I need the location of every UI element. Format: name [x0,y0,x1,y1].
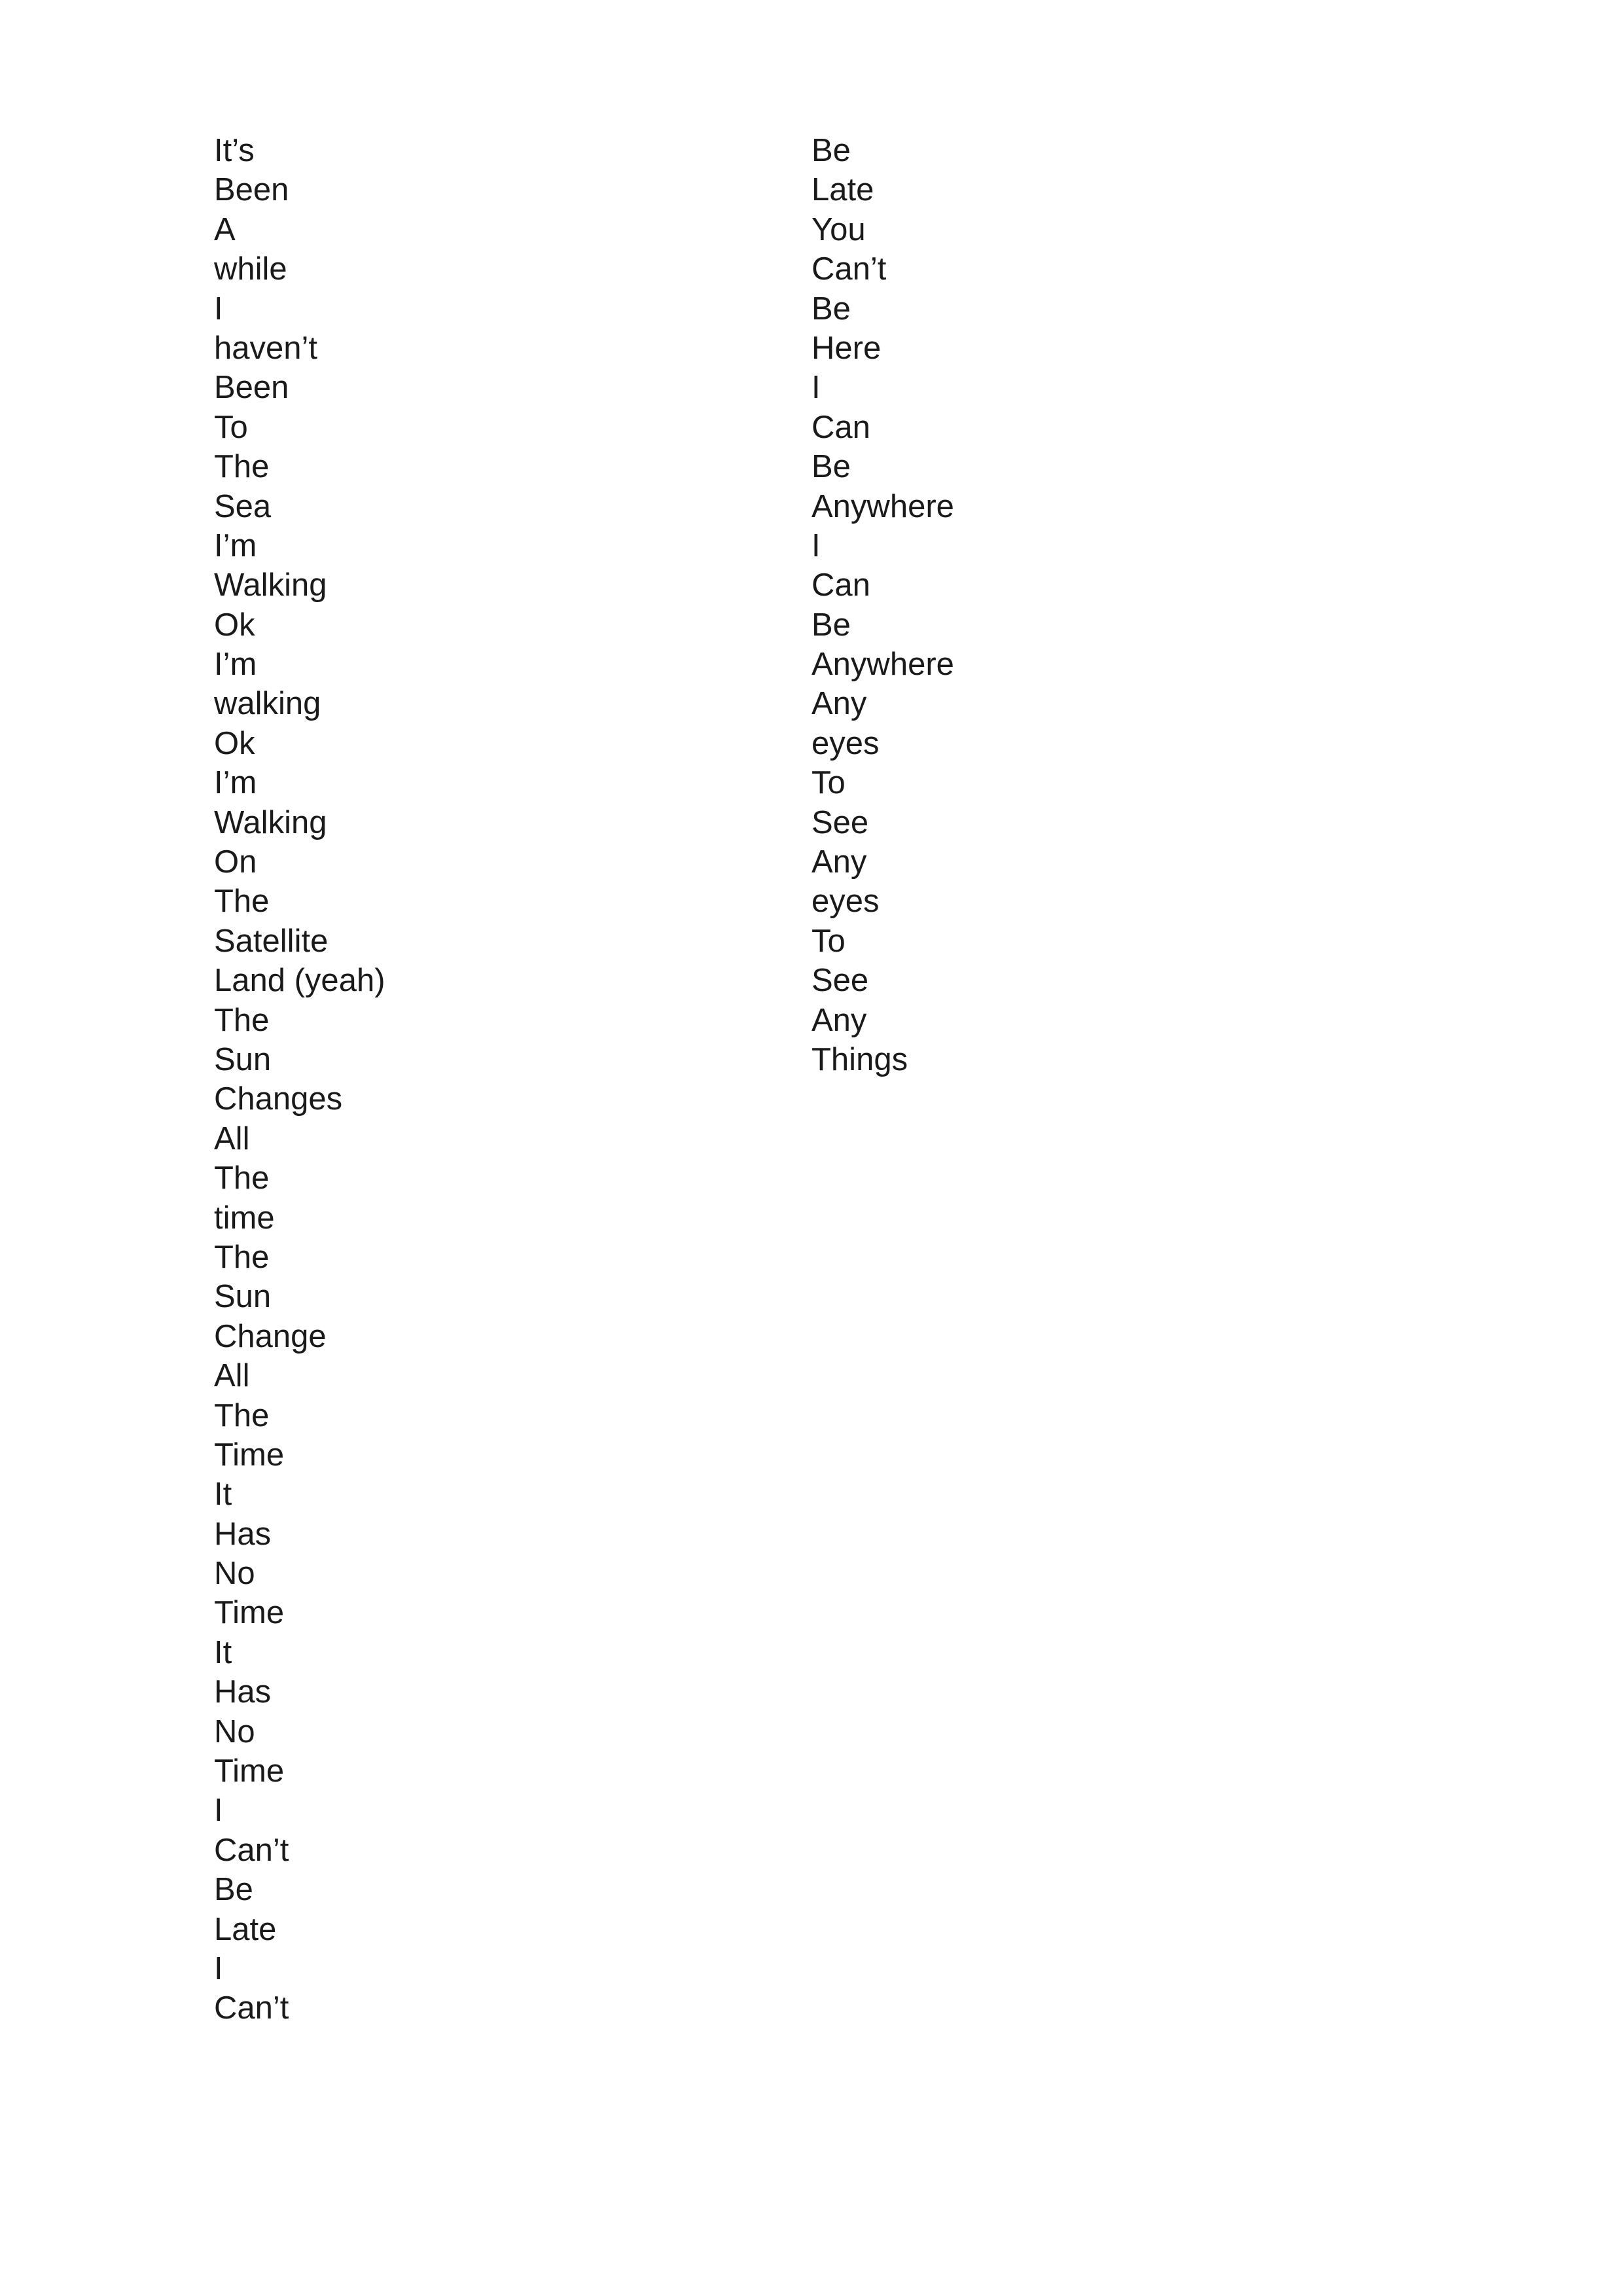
lyric-line: Late [812,172,874,208]
lyric-line: Sun [214,1041,272,1077]
lyric-line: Be [214,1872,253,1908]
lyric-line: All [214,1358,250,1394]
lyric-line: time [214,1200,275,1236]
lyric-line: Be [812,607,851,643]
lyric-line: The [214,1160,270,1196]
lyric-line: Anywhere [812,488,954,524]
lyric-line: Here [812,330,882,366]
lyric-line: I [214,291,223,327]
lyric-line: The [214,449,270,485]
lyric-line: Ok [214,725,255,761]
lyric-line: Any [812,686,867,722]
lyric-line: while [214,251,287,287]
lyric-line: It’s [214,133,255,168]
lyric-line: To [214,409,248,445]
lyric-line: Has [214,1516,272,1552]
lyric-line: Has [214,1674,272,1710]
lyric-line: Be [812,449,851,485]
lyric-line: It [214,1634,232,1670]
lyric-line: The [214,1002,270,1038]
lyric-line: It [214,1477,232,1513]
lyric-line: Time [214,1595,285,1631]
lyric-line: The [214,1397,270,1433]
lyric-line: Can’t [812,251,887,287]
lyric-line: See [812,963,869,999]
lyric-line: I [214,1793,223,1829]
lyric-line: A [214,211,236,247]
lyric-line: Any [812,1002,867,1038]
lyric-line: haven’t [214,330,318,366]
lyric-line: I [214,1950,223,1986]
lyric-line: Been [214,172,289,208]
lyric-line: walking [214,686,321,722]
lyric-line: Can’t [214,1990,289,2026]
lyric-line: Been [214,370,289,406]
lyric-line: Sun [214,1279,272,1315]
lyric-line: Late [214,1911,277,1947]
lyric-line: I’m [214,647,257,683]
lyric-line: See [812,804,869,840]
lyric-line: Can’t [214,1832,289,1868]
lyric-line: I’m [214,528,257,564]
lyric-line: Walking [214,804,327,840]
lyric-line: I [812,528,821,564]
lyric-line: Time [214,1437,285,1473]
lyric-line: eyes [812,725,880,761]
lyrics-column-left [214,131,385,2028]
lyric-line: Can [812,409,870,445]
lyric-line: Things [812,1041,908,1077]
lyric-line: The [214,884,270,920]
lyric-line: Walking [214,567,327,603]
lyric-line: No [214,1556,255,1592]
lyric-line: All [214,1121,250,1157]
lyric-line: Any [812,844,867,880]
lyric-line: Can [812,567,870,603]
lyric-line: To [812,765,846,801]
lyric-line: eyes [812,884,880,920]
lyric-line: No [214,1713,255,1749]
lyric-line: You [812,211,866,247]
lyric-line: Change [214,1318,327,1354]
lyric-line: Land (yeah) [214,963,385,999]
lyrics-column-right [812,131,954,1079]
lyric-line: To [812,923,846,959]
lyric-line: Anywhere [812,647,954,683]
lyric-line: Sea [214,488,272,524]
lyric-line: Be [812,133,851,168]
lyric-line: Be [812,291,851,327]
lyric-line: Ok [214,607,255,643]
lyric-line: Changes [214,1081,343,1117]
lyric-line: Time [214,1753,285,1789]
lyric-line: Satellite [214,923,329,959]
lyric-line: I’m [214,765,257,801]
lyric-line: The [214,1239,270,1275]
lyric-line: I [812,370,821,406]
lyric-line: On [214,844,257,880]
